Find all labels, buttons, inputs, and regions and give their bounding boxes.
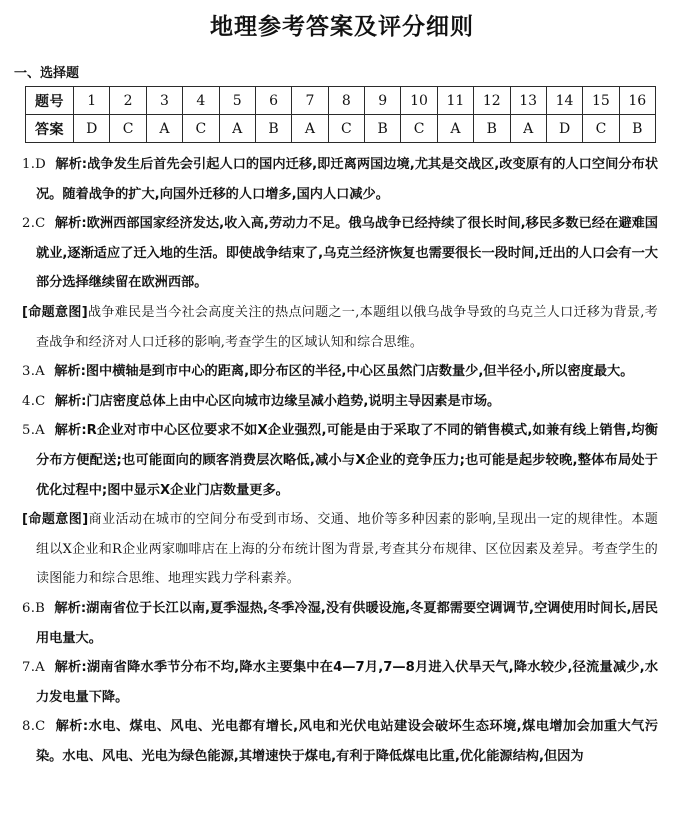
row-label-answer: 答案 [26, 115, 74, 143]
table-cell-question: 5 [219, 87, 255, 115]
proposition-intent-tag: [命题意图] [22, 304, 88, 320]
answer-table-container [25, 86, 656, 143]
explanations-list [0, 150, 684, 771]
explanation-index: 3.A [22, 364, 46, 380]
table-cell-question: 11 [437, 87, 473, 115]
explanation-body: R企业对市中心区位要求不如X企业强烈,可能是由于采取了不同的销售模式,如兼有线上销售,均衡分布方便配送;也可能面向的顾客消费层次略低,减小与X企业的竞争压力;也可能是起步较晚,整体布局处于优化过程中;图中显示X企业门店数量更多。 [36, 423, 658, 498]
explanation-body: 欧洲西部国家经济发达,收入高,劳动力不足。俄乌战争已经持续了很长时间,移民多数已经在避难国就业,逐渐适应了迁入地的生活。即使战争结束了,乌克兰经济恢复也需要很长一段时间,迁出的人口会有一大部分选择继续留在欧洲西部。 [36, 216, 658, 291]
table-cell-question: 7 [292, 87, 328, 115]
explanation-lead: 解析: [54, 364, 86, 380]
table-cell-answer: C [328, 115, 364, 143]
row-label-question: 题号 [26, 87, 74, 115]
table-cell-question: 16 [619, 87, 655, 115]
explanation-body: 湖南省位于长江以南,夏季湿热,冬季冷湿,没有供暖设施,冬夏都需要空调调节,空调使用时间长,居民用电量大。 [36, 600, 658, 646]
table-cell-question: 3 [146, 87, 182, 115]
explanation-body: 战争发生后首先会引起人口的国内迁移,即迁离两国边境,尤其是交战区,改变原有的人口空间分布状况。随着战争的扩大,向国外迁移的人口增多,国内人口减少。 [36, 157, 659, 202]
explanation-item [0, 594, 684, 653]
table-cell-answer: B [365, 115, 401, 143]
table-cell-answer: D [546, 115, 582, 143]
proposition-intent-item [0, 298, 684, 357]
explanation-item [0, 150, 684, 209]
page-title: 地理参考答案及评分细则 [210, 13, 474, 40]
table-cell-question: 6 [255, 87, 291, 115]
table-cell-answer: C [583, 115, 619, 143]
table-cell-answer: B [474, 115, 510, 143]
explanation-lead: 解析: [55, 157, 88, 172]
explanation-body: 门店密度总体上由中心区向城市边缘呈减小趋势,说明主导因素是市场。 [86, 393, 501, 409]
explanation-lead: 解析: [54, 660, 87, 676]
table-cell-answer: A [219, 115, 255, 143]
table-cell-question: 10 [401, 87, 437, 115]
table-cell-question: 4 [183, 87, 219, 115]
table-cell-answer: A [437, 115, 473, 143]
table-cell-answer: D [74, 115, 110, 143]
explanation-body: 图中横轴是到市中心的距离,即分布区的半径,中心区虽然门店数量少,但半径小,所以密度最大。 [85, 364, 634, 380]
table-cell-question: 1 [74, 87, 110, 115]
table-cell-answer: C [110, 115, 146, 143]
proposition-intent-body: 商业活动在城市的空间分布受到市场、交通、地价等多种因素的影响,呈现出一定的规律性。本题组以X企业和R企业两家咖啡店在上海的分布统计图为背景,考查其分布规律、区位因素及差异。考查学生的读图能力和综合思维、地理实践力学科素养。 [36, 512, 658, 587]
explanation-lead: 解析: [54, 393, 87, 409]
table-cell-answer: C [401, 115, 437, 143]
table-cell-question: 9 [365, 87, 401, 115]
explanation-item [0, 209, 684, 298]
table-cell-question: 8 [328, 87, 364, 115]
table-cell-answer: C [183, 115, 219, 143]
answer-key-table [25, 86, 656, 143]
explanation-item [0, 387, 684, 417]
explanation-body: 湖南省降水季节分布不均,降水主要集中在4—7月,7—8月进入伏旱天气,降水较少,径流量减少,水力发电量下降。 [36, 660, 659, 705]
explanation-index: 1.D [22, 157, 47, 172]
explanation-index: 5.A [22, 423, 46, 439]
explanation-item [0, 653, 684, 712]
explanation-lead: 解析: [54, 600, 87, 616]
explanation-lead: 解析: [55, 719, 89, 735]
explanation-item [0, 416, 684, 505]
explanation-index: 2.C [22, 216, 46, 232]
table-row-question-numbers [26, 87, 656, 115]
section-heading-multiple-choice: 一、选择题 [14, 66, 80, 81]
proposition-intent-body: 战争难民是当今社会高度关注的热点问题之一,本题组以俄乌战争导致的乌克兰人口迁移为背景,考查战争和经济对人口迁移的影响,考查学生的区域认知和综合思维。 [36, 304, 658, 350]
explanation-item [0, 712, 684, 771]
explanation-lead: 解析: [54, 423, 87, 439]
explanation-index: 4.C [22, 393, 46, 409]
table-cell-answer: B [619, 115, 655, 143]
explanation-lead: 解析: [54, 216, 87, 232]
table-cell-answer: A [146, 115, 182, 143]
explanation-body: 水电、煤电、风电、光电都有增长,风电和光伏电站建设会破坏生态环境,煤电增加会加重大气污染。水电、风电、光电为绿色能源,其增速快于煤电,有利于降低煤电比重,优化能源结构,但因为 [36, 719, 659, 764]
table-cell-question: 2 [110, 87, 146, 115]
explanation-index: 6.B [22, 600, 46, 616]
table-cell-answer: A [292, 115, 328, 143]
table-cell-answer: B [255, 115, 291, 143]
table-cell-answer: A [510, 115, 546, 143]
explanation-index: 7.A [22, 660, 46, 676]
table-row-answers [26, 115, 656, 143]
explanation-index: 8.C [22, 719, 46, 735]
table-cell-question: 15 [583, 87, 619, 115]
explanation-item [0, 357, 684, 387]
table-cell-question: 14 [546, 87, 582, 115]
proposition-intent-tag: [命题意图] [22, 512, 89, 528]
table-cell-question: 12 [474, 87, 510, 115]
proposition-intent-item [0, 505, 684, 594]
table-cell-question: 13 [510, 87, 546, 115]
